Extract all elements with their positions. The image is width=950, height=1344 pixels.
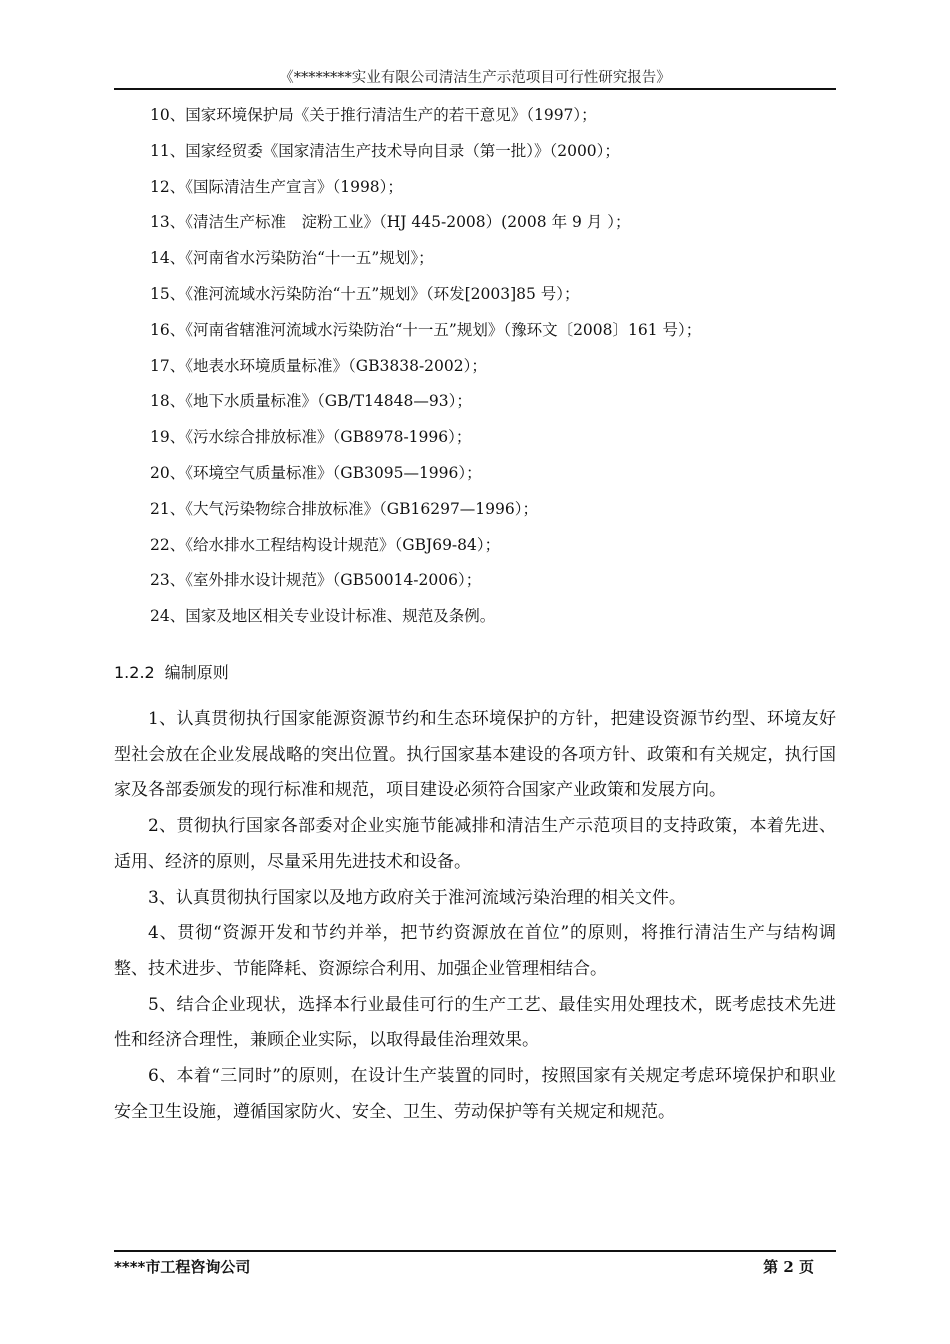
reference-item: 16、《河南省辖淮河流域水污染防治“十一五”规划》（豫环文〔2008〕161 号）； [150, 320, 702, 339]
principle-paragraph: 5、结合企业现状，选择本行业最佳可行的生产工艺、最佳实用处理技术，既考虑技术先进性和经济合理性，兼顾企业实际，以取得最佳治理效果。 [114, 994, 836, 1051]
section-title: 编制原则 [164, 663, 229, 682]
reference-item: 24、国家及地区相关专业设计标准、规范及条例。 [150, 607, 496, 626]
section-heading [114, 658, 229, 688]
reference-item: 15、《淮河流域水污染防治“十五”规划》（环发[2003]85 号）； [150, 284, 580, 303]
reference-item: 18、《地下水质量标准》（GB/T14848—93）； [150, 392, 472, 411]
reference-item: 12、《国际清洁生产宣言》（1998）； [150, 177, 403, 196]
reference-list [150, 98, 850, 635]
reference-item: 10、国家环境保护局《关于推行清洁生产的若干意见》（1997）； [150, 106, 597, 124]
reference-item: 19、《污水综合排放标准》（GB8978-1996）； [150, 428, 472, 447]
reference-item: 23、《室外排水设计规范》（GB50014-2006）； [150, 571, 482, 590]
reference-item: 20、《环境空气质量标准》（GB3095—1996）； [150, 463, 482, 482]
principle-paragraph: 2、贯彻执行国家各部委对企业实施节能减排和清洁生产示范项目的支持政策，本着先进、适用、经济的原则，尽量采用先进技术和设备。 [114, 816, 836, 872]
footer-divider [114, 1250, 836, 1252]
reference-item: 17、《地表水环境质量标准》（GB3838-2002）； [150, 356, 487, 375]
principle-paragraph: 3、认真贯彻执行国家以及地方政府关于淮河流域污染治理的相关文件。 [148, 887, 686, 908]
reference-item: 22、《给水排水工程结构设计规范》（GBJ69-84）； [150, 535, 501, 554]
footer-page-number: 第 2 页 [763, 1258, 814, 1276]
principle-paragraph: 6、本着“三同时”的原则，在设计生产装置的同时，按照国家有关规定考虑环境保护和职业安全卫生设施，遵循国家防火、安全、卫生、劳动保护等有关规定和规范。 [114, 1066, 836, 1122]
principles-body [114, 702, 836, 1130]
reference-item: 11、国家经贸委《国家清洁生产技术导向目录（第一批）》（2000）； [150, 141, 620, 160]
header-divider [114, 88, 836, 90]
reference-item: 21、《大气污染物综合排放标准》（GB16297—1996）； [150, 499, 539, 518]
footer-company: ****市工程咨询公司 [114, 1258, 251, 1276]
section-number: 1.2.2 [114, 663, 155, 682]
principle-paragraph: 4、贯彻“资源开发和节约并举，把节约资源放在首位”的原则，将推行清洁生产与结构调整、技术进步、节能降耗、资源综合利用、加强企业管理相结合。 [114, 923, 836, 979]
page-header-title: 《********实业有限公司清洁生产示范项目可行性研究报告》 [279, 70, 671, 86]
reference-item: 14、《河南省水污染防治“十一五”规划》； [150, 249, 434, 268]
principle-paragraph: 1、认真贯彻执行国家能源资源节约和生态环境保护的方针，把建设资源节约型、环境友好型社会放在企业发展战略的突出位置。执行国家基本建设的各项方针、政策和有关规定，执行国家及各部委颁发的现行标准和规范，项目建设必须符合国家产业政策和发展方向。 [114, 709, 836, 801]
reference-item: 13、《清洁生产标准 淀粉工业》（HJ 445-2008）(2008 年 9 月 ）； [150, 213, 631, 232]
